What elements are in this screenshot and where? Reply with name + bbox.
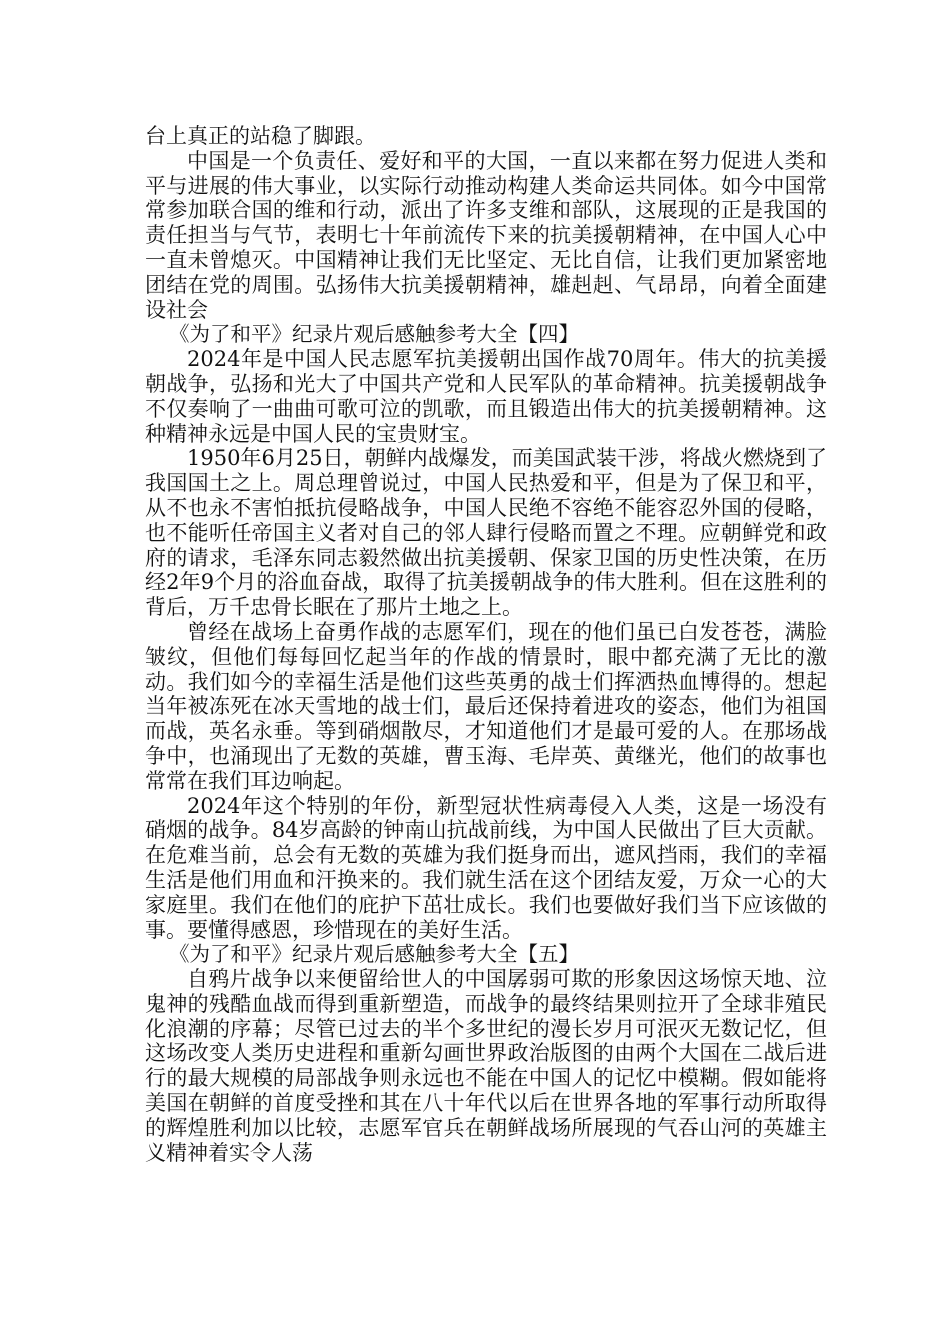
section-heading: 《为了和平》纪录片观后感触参考大全【五】 — [169, 942, 579, 967]
paragraph: 曾经在战场上奋勇作战的志愿军们，现在的他们虽已白发苍苍，满脸皱纹，但他们每每回忆起当年的作战的情景时，眼中都充满了无比的激动。我们如今的幸福生活是他们这些英勇的战士们挥洒热血博得的。想起当年被冻死在冰天雪地的战士们，最后还保持着进攻的姿态，他们为祖国而战，英名永垂。等到硝烟散尽，才知道他们才是最可爱的人。在那场战争中，也涌现出了无数的英雄，曹玉海、毛岸英、黄继光，他们的故事也常常在我们耳边响起。 — [145, 619, 827, 793]
paragraph: 2024年这个特别的年份，新型冠状性病毒侵入人类，这是一场没有硝烟的战争。84岁高龄的钟南山抗战前线，为中国人民做出了巨大贡献。在危难当前，总会有无数的英雄为我们挺身而出，遮风挡雨，我们的幸福生活是他们用血和汗换来的。我们就生活在这个团结友爱，万众一心的大家庭里。我们在他们的庇护下茁壮成长。我们也要做好我们当下应该做的事。要懂得感恩，珍惜现在的美好生活。 — [145, 793, 827, 942]
paragraph: 中国是一个负责任、爱好和平的大国，一直以来都在努力促进人类和平与进展的伟大事业，以实际行动推动构建人类命运共同体。如今中国常常参加联合国的维和行动，派出了许多支维和部队，这展现的正是我国的责任担当与气节，表明七十年前流传下来的抗美援朝精神，在中国人心中一直未曾熄灭。中国精神让我们无比坚定、无比自信，让我们更加紧密地团结在党的周围。弘扬伟大抗美援朝精神，雄赳赳、气昂昂，向着全面建设社会 — [145, 148, 827, 322]
paragraph: 1950年6月25日，朝鲜内战爆发，而美国武装干涉，将战火燃烧到了我国国土之上。周总理曾说过，中国人民热爱和平，但是为了保卫和平，从不也永不害怕抵抗侵略战争，中国人民绝不容绝不能容忍外国的侵略，也不能听任帝国主义者对自己的邻人肆行侵略而置之不理。应朝鲜党和政府的请求，毛泽东同志毅然做出抗美援朝、保家卫国的历史性决策，在历经2年9个月的浴血奋战，取得了抗美援朝战争的伟大胜利。但在这胜利的背后，万千忠骨长眠在了那片土地之上。 — [145, 446, 827, 620]
paragraph-continued: 台上真正的站稳了脚跟。 — [145, 124, 376, 148]
paragraph: 2024年是中国人民志愿军抗美援朝出国作战70周年。伟大的抗美援朝战争，弘扬和光大了中国共产党和人民军队的革命精神。抗美援朝战争不仅奏响了一曲曲可歌可泣的凯歌，而且锻造出伟大的抗美援朝精神。这种精神永远是中国人民的宝贵财宝。 — [145, 347, 827, 446]
section-heading: 《为了和平》纪录片观后感触参考大全【四】 — [169, 322, 579, 347]
document-page — [145, 124, 827, 1165]
paragraph: 自鸦片战争以来便留给世人的中国孱弱可欺的形象因这场惊天地、泣鬼神的残酷血战而得到重新塑造，而战争的最终结果则拉开了全球非殖民化浪潮的序幕；尽管已过去的半个多世纪的漫长岁月可泯灭无数记忆，但这场改变人类历史进程和重新勾画世界政治版图的由两个大国在二战后进行的最大规模的局部战争则永远也不能在中国人的记忆中模糊。假如能将美国在朝鲜的首度受挫和其在八十年代以后在世界各地的军事行动所取得的辉煌胜利加以比较，志愿军官兵在朝鲜战场所展现的气吞山河的英雄主义精神着实令人荡 — [145, 967, 827, 1165]
